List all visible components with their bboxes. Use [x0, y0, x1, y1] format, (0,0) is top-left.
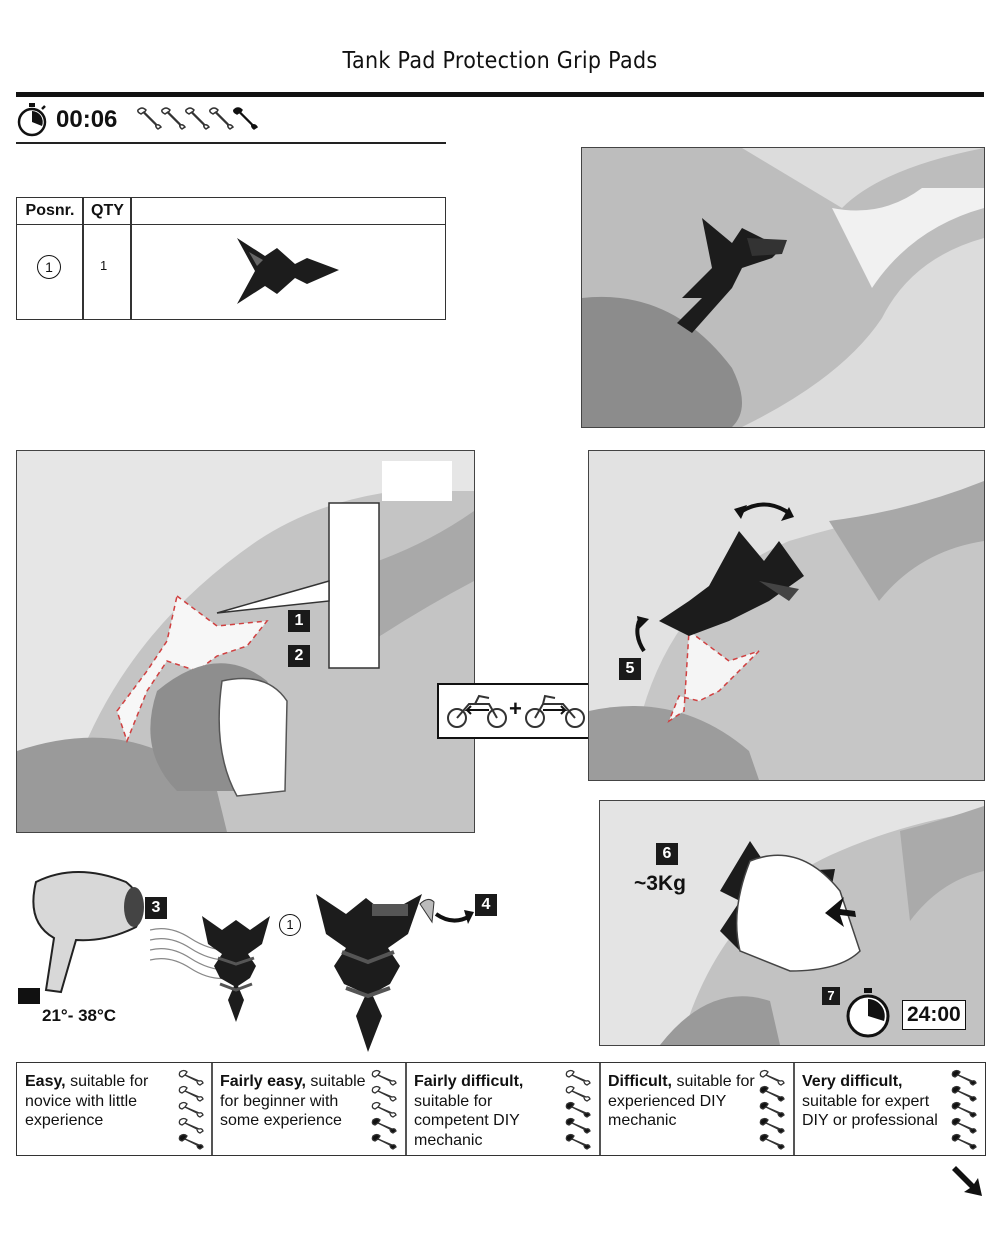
header-underline: [16, 142, 446, 144]
page-title: Tank Pad Protection Grip Pads: [342, 48, 658, 74]
legend-very-difficult-text: suitable for expert DIY or professional: [802, 1092, 938, 1129]
wrench-filled-icon: [952, 1135, 976, 1150]
table-row-qty: 1: [100, 258, 108, 273]
wrench-outline-icon: [179, 1071, 203, 1086]
hair-dryer-icon: [16, 862, 156, 1012]
step-5-badge: 5: [619, 658, 641, 680]
legend-fairly-easy-wrenches-icon: [368, 1067, 402, 1151]
wrench-filled-icon: [372, 1119, 396, 1134]
tank-pad-icon: [235, 236, 339, 306]
legend-fairly-difficult-wrenches-icon: [562, 1067, 596, 1151]
wrench-filled-icon: [760, 1119, 784, 1134]
legend-fairly-easy: [212, 1063, 405, 1155]
motorcycle-orientation-box: [437, 683, 594, 739]
legend-difficult-text: suitable for experienced DIY mechanic: [608, 1073, 755, 1129]
legend-easy-bold: Easy,: [25, 1073, 66, 1090]
legend-fairly-difficult: [406, 1063, 599, 1155]
step-2-badge: 2: [288, 645, 310, 667]
wrench-filled-icon: [566, 1135, 590, 1150]
panel-position: [588, 450, 985, 781]
wrench-filled-icon: [952, 1119, 976, 1134]
wrench-outline-icon: [179, 1119, 203, 1134]
wrench-outline-icon: [566, 1087, 590, 1102]
grip-pad-large-icon: [312, 890, 432, 1055]
wrench-filled-icon: [952, 1087, 976, 1102]
wrench-filled-icon: [566, 1119, 590, 1134]
step-7-badge: 7: [822, 987, 840, 1005]
temperature-label: 21°- 38°C: [42, 1006, 117, 1025]
plus-sign: +: [509, 696, 522, 721]
item-header: [132, 198, 445, 225]
legend-easy-text: suitable for novice with little experience: [25, 1073, 149, 1129]
motorcycle-left-icon: [445, 690, 509, 730]
legend-difficult-bold: Difficult,: [608, 1073, 672, 1090]
panel-press: [599, 800, 985, 1046]
legend-fairly-difficult-bold: Fairly difficult,: [414, 1073, 524, 1090]
panel-clean: [16, 450, 475, 833]
wrench-filled-icon: [760, 1135, 784, 1150]
cure-time-label: 24:00: [902, 1000, 966, 1030]
pressure-label: ~3Kg: [634, 872, 686, 895]
step-3-badge: 3: [145, 897, 167, 919]
wrench-filled-icon: [760, 1103, 784, 1118]
stopwatch-icon: [16, 102, 48, 138]
step-1-badge: 1: [288, 610, 310, 632]
difficulty-legend: [16, 1062, 986, 1156]
posnr-header: Posnr.: [17, 198, 83, 225]
legend-fairly-easy-text: suitable for beginner with some experience: [220, 1073, 366, 1129]
wrench-filled-icon: [760, 1087, 784, 1102]
wrench-outline-icon: [179, 1103, 203, 1118]
arrow-next-icon: [952, 1162, 986, 1198]
grip-pad-small-icon: [198, 914, 274, 1024]
qty-header: QTY: [84, 198, 131, 225]
step-6-badge: 6: [656, 843, 678, 865]
wrench-outline-icon: [566, 1071, 590, 1086]
legend-very-difficult: [794, 1063, 985, 1155]
table-row-posnr: 1: [37, 255, 61, 279]
part-ref-circle: 1: [279, 914, 301, 936]
legend-easy-wrenches-icon: [175, 1067, 209, 1151]
legend-difficult-wrenches-icon: [756, 1067, 790, 1151]
wrench-outline-icon: [372, 1087, 396, 1102]
legend-fairly-difficult-text: suitable for competent DIY mechanic: [414, 1092, 520, 1149]
wrench-filled-icon: [372, 1135, 396, 1150]
legend-difficult: [600, 1063, 793, 1155]
difficulty-wrenches-icon: [134, 104, 258, 134]
wrench-filled-icon: [179, 1135, 203, 1150]
cure-stopwatch-icon: [844, 987, 892, 1039]
wrench-outline-icon: [372, 1103, 396, 1118]
wrench-outline-icon: [760, 1071, 784, 1086]
header-rule: [16, 92, 984, 97]
legend-very-difficult-bold: Very difficult,: [802, 1073, 903, 1090]
wrench-outline-icon: [372, 1071, 396, 1086]
step-4-badge: 4: [475, 894, 497, 916]
peel-arrow-icon: [418, 894, 478, 934]
wrench-outline-icon: [179, 1087, 203, 1102]
estimated-time: 00:06: [56, 106, 118, 133]
wrench-filled-icon: [952, 1071, 976, 1086]
panel-result: [581, 147, 985, 428]
parts-table: [16, 197, 446, 320]
motorcycle-right-icon: [523, 690, 587, 730]
legend-very-difficult-wrenches-icon: [948, 1067, 982, 1151]
legend-easy: [17, 1063, 211, 1155]
wrench-filled-icon: [566, 1103, 590, 1118]
wrench-filled-icon: [952, 1103, 976, 1118]
legend-fairly-easy-bold: Fairly easy,: [220, 1073, 306, 1090]
